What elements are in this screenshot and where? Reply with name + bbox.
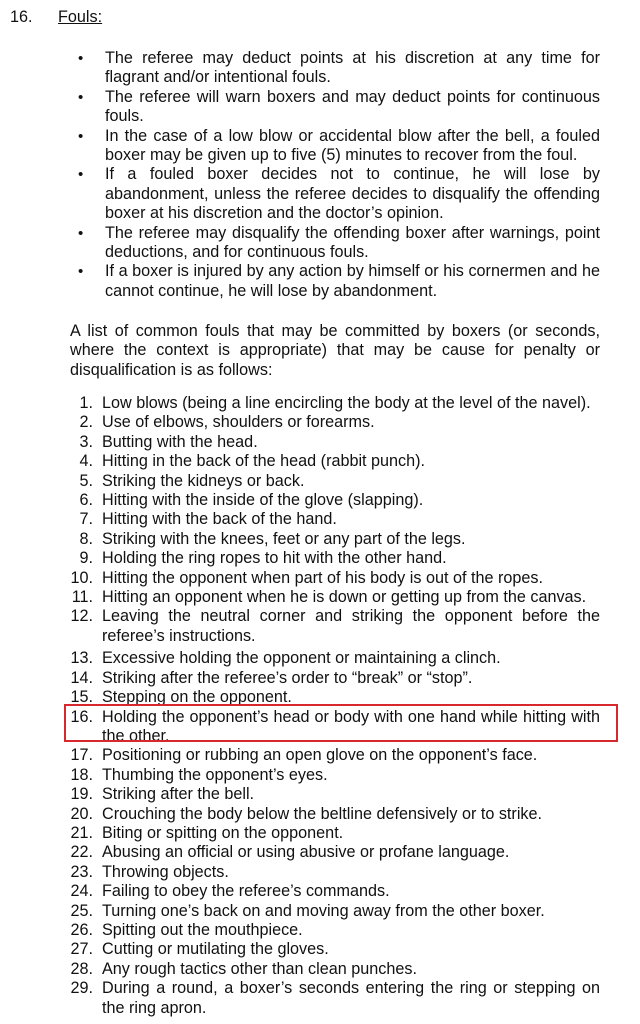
foul-text: Holding the ring ropes to hit with the other hand. (102, 549, 447, 568)
foul-item (60, 569, 600, 588)
foul-item (60, 472, 600, 491)
foul-item (60, 921, 600, 940)
foul-item (60, 452, 600, 471)
foul-number: 27. (70, 940, 93, 959)
rule-item (78, 165, 600, 223)
foul-text: Low blows (being a line encircling the body at the level of the navel). (102, 394, 591, 412)
foul-text: Thumbing the opponent’s eyes. (102, 765, 328, 784)
foul-item (60, 785, 600, 804)
foul-item (60, 882, 600, 901)
bullet-icon: • (78, 50, 84, 67)
bullet-icon: • (78, 224, 84, 242)
foul-number: 10. (70, 568, 93, 587)
foul-item (60, 979, 600, 1018)
highlight-box (64, 704, 618, 742)
foul-text: Crouching the body below the beltline defensively or to strike. (102, 804, 543, 823)
foul-text: Hitting the opponent when part of his body is out of the ropes. (102, 568, 543, 587)
foul-text: Striking after the referee’s order to “break” or “stop”. (102, 668, 473, 687)
foul-number: 13. (70, 649, 93, 668)
foul-number: 24. (70, 882, 93, 901)
foul-item (60, 902, 600, 921)
foul-number: 18. (70, 765, 93, 784)
foul-text: Positioning or rubbing an open glove on the opponent’s face. (102, 746, 538, 765)
foul-number: 15. (70, 688, 93, 707)
rule-text: If a boxer is injured by any action by himself or his cornermen and he cannot continue, he will lose by abandonment. (105, 262, 600, 300)
foul-number: 11. (71, 588, 93, 607)
foul-number: 12. (70, 607, 93, 626)
foul-number: 7. (79, 510, 93, 529)
foul-text: Butting with the head. (102, 432, 258, 451)
foul-item (60, 824, 600, 843)
foul-number: 23. (70, 862, 93, 881)
foul-number: 8. (79, 529, 93, 548)
rule-item (78, 127, 600, 166)
foul-text: Striking after the bell. (102, 785, 255, 804)
foul-number: 28. (70, 959, 93, 978)
foul-text: Leaving the neutral corner and striking the opponent before the referee’s instructions. (102, 607, 600, 645)
section-title: Fouls: (58, 8, 103, 26)
bullet-icon: • (78, 88, 84, 106)
foul-text: Abusing an official or using abusive or profane language. (102, 843, 510, 862)
foul-number: 4. (79, 452, 93, 471)
foul-item (60, 805, 600, 824)
foul-text: Use of elbows, shoulders or forearms. (102, 413, 375, 432)
foul-item (60, 649, 600, 668)
foul-text: Throwing objects. (102, 862, 229, 881)
foul-number: 20. (70, 804, 93, 823)
foul-item (60, 863, 600, 882)
foul-text: Stepping on the opponent. (102, 688, 292, 707)
rule-text: The referee may disqualify the offending boxer after warnings, point deductions, and for continuous fouls. (105, 223, 600, 262)
foul-number: 17. (70, 746, 93, 765)
foul-item (60, 491, 600, 510)
foul-text: Biting or spitting on the opponent. (102, 823, 344, 842)
rule-item (78, 49, 600, 88)
foul-number: 22. (70, 843, 93, 862)
foul-number: 9. (79, 549, 93, 568)
rule-item (78, 224, 600, 263)
bullet-icon: • (78, 127, 84, 145)
bullet-icon: • (78, 263, 84, 281)
foul-item (60, 960, 600, 979)
foul-text: Holding the opponent’s head or body with one hand while hitting with the other. (102, 707, 600, 745)
foul-number: 5. (79, 471, 93, 490)
foul-text: Striking with the knees, feet or any part of the legs. (102, 529, 466, 548)
foul-number: 6. (79, 491, 93, 510)
foul-text: During a round, a boxer’s seconds entering the ring or stepping on the ring apron. (102, 979, 600, 1017)
foul-text: Hitting with the back of the hand. (102, 510, 337, 529)
foul-number: 1. (79, 394, 93, 412)
foul-item (60, 669, 600, 688)
section-number: 16. (10, 8, 33, 26)
foul-item (60, 549, 600, 568)
fouls-intro-paragraph: A list of common fouls that may be committed by boxers (or seconds, where the context is appropriate) that may be cause for penalty or disqualification is as follows: (70, 322, 600, 379)
foul-item (60, 746, 600, 765)
foul-item (60, 940, 600, 959)
foul-text: Any rough tactics other than clean punches. (102, 959, 417, 978)
foul-number: 19. (70, 785, 93, 804)
rule-item (78, 262, 600, 301)
foul-number: 25. (70, 901, 93, 920)
foul-text: Hitting with the inside of the glove (slapping). (102, 491, 424, 510)
foul-item (60, 530, 600, 549)
foul-item (60, 433, 600, 452)
foul-text: Hitting in the back of the head (rabbit punch). (102, 452, 426, 471)
foul-number: 16. (70, 707, 93, 726)
foul-text: Hitting an opponent when he is down or getting up from the canvas. (102, 588, 587, 607)
foul-item (60, 588, 600, 607)
foul-item (60, 766, 600, 785)
rule-item (78, 88, 600, 127)
bullet-icon: • (78, 166, 84, 184)
rule-text: In the case of a low blow or accidental blow after the bell, a fouled boxer may be given up to five (5) minutes to recover from the foul. (105, 126, 600, 165)
foul-item (60, 413, 600, 432)
foul-number: 26. (70, 920, 93, 939)
foul-item (60, 510, 600, 529)
foul-text: Striking the kidneys or back. (102, 471, 305, 490)
foul-number: 21. (70, 823, 93, 842)
foul-text: Spitting out the mouthpiece. (102, 920, 303, 939)
foul-number: 2. (79, 413, 93, 432)
foul-text: Turning one’s back on and moving away from the other boxer. (102, 901, 545, 920)
foul-text: Failing to obey the referee’s commands. (102, 882, 390, 901)
foul-number: 3. (79, 432, 93, 451)
rule-text: The referee will warn boxers and may deduct points for continuous fouls. (105, 87, 600, 126)
rule-text: If a fouled boxer decides not to continue, he will lose by abandonment, unless the referee decides to disqualify the offending boxer at his discretion and the doctor’s opinion. (105, 165, 600, 223)
rule-text: The referee may deduct points at his discretion at any time for flagrant and/or intentional fouls. (105, 49, 600, 87)
foul-item (60, 607, 600, 646)
foul-text: Cutting or mutilating the gloves. (102, 940, 329, 959)
foul-number: 29. (70, 979, 93, 998)
foul-text: Excessive holding the opponent or maintaining a clinch. (102, 649, 501, 668)
rules-list (78, 49, 600, 301)
foul-number: 14. (70, 668, 93, 687)
foul-item (60, 394, 600, 413)
foul-item (60, 843, 600, 862)
